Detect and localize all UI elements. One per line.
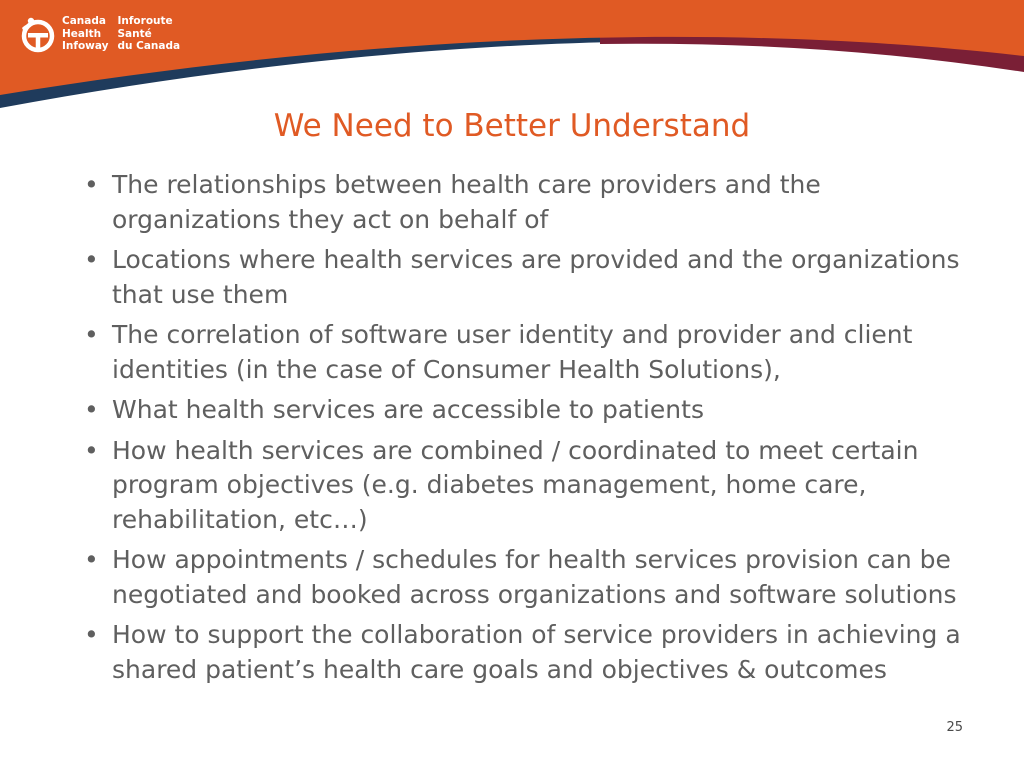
logo-line: Infoway (62, 40, 109, 53)
bullet-item (84, 318, 984, 387)
logo-line: Santé (117, 27, 152, 40)
bullet-list (84, 168, 984, 693)
bullet-text: How to support the collaboration of service providers in achieving a shared patient’s health care goals and objectives & outcomes (112, 620, 961, 684)
bullet-dot-icon: • (84, 545, 99, 574)
bullet-dot-icon: • (84, 320, 99, 349)
bullet-item (84, 393, 984, 428)
bullet-dot-icon: • (84, 245, 99, 274)
bullet-text: The relationships between health care providers and the organizations they act on behalf of (112, 170, 821, 234)
bullet-text: What health services are accessible to patients (112, 395, 704, 424)
bullet-dot-icon: • (84, 620, 99, 649)
bullet-item (84, 543, 984, 612)
page-number: 25 (946, 720, 963, 735)
logo-french (117, 15, 180, 53)
infoway-logo (20, 12, 180, 56)
logo-line: du Canada (117, 40, 181, 53)
infoway-logo-icon (20, 14, 56, 54)
bullet-item (84, 168, 984, 237)
bullet-text: How health services are combined / coordinated to meet certain program objectives (e.g. diabetes management, home care, rehabilitation, etc…) (112, 435, 919, 534)
logo-line: Canada (62, 15, 106, 28)
logo-line: Health (62, 27, 102, 40)
bullet-item (84, 618, 984, 687)
bullet-dot-icon: • (84, 170, 99, 199)
bullet-text: Locations where health services are provided and the organizations that use them (112, 245, 960, 309)
bullet-dot-icon: • (84, 395, 99, 424)
bullet-dot-icon: • (84, 435, 99, 465)
slide-title: We Need to Better Understand (273, 108, 751, 144)
logo-english (62, 15, 108, 53)
bullet-item (84, 243, 984, 312)
bullet-text: How appointments / schedules for health services provision can be negotiated and booked across organizations and software solutions (112, 545, 957, 609)
bullet-item (84, 434, 984, 538)
logo-wordmark (62, 15, 180, 53)
logo-line: Inforoute (117, 15, 173, 28)
bullet-text: The correlation of software user identity and provider and client identities (in the case of Consumer Health Solutions), (112, 320, 913, 384)
